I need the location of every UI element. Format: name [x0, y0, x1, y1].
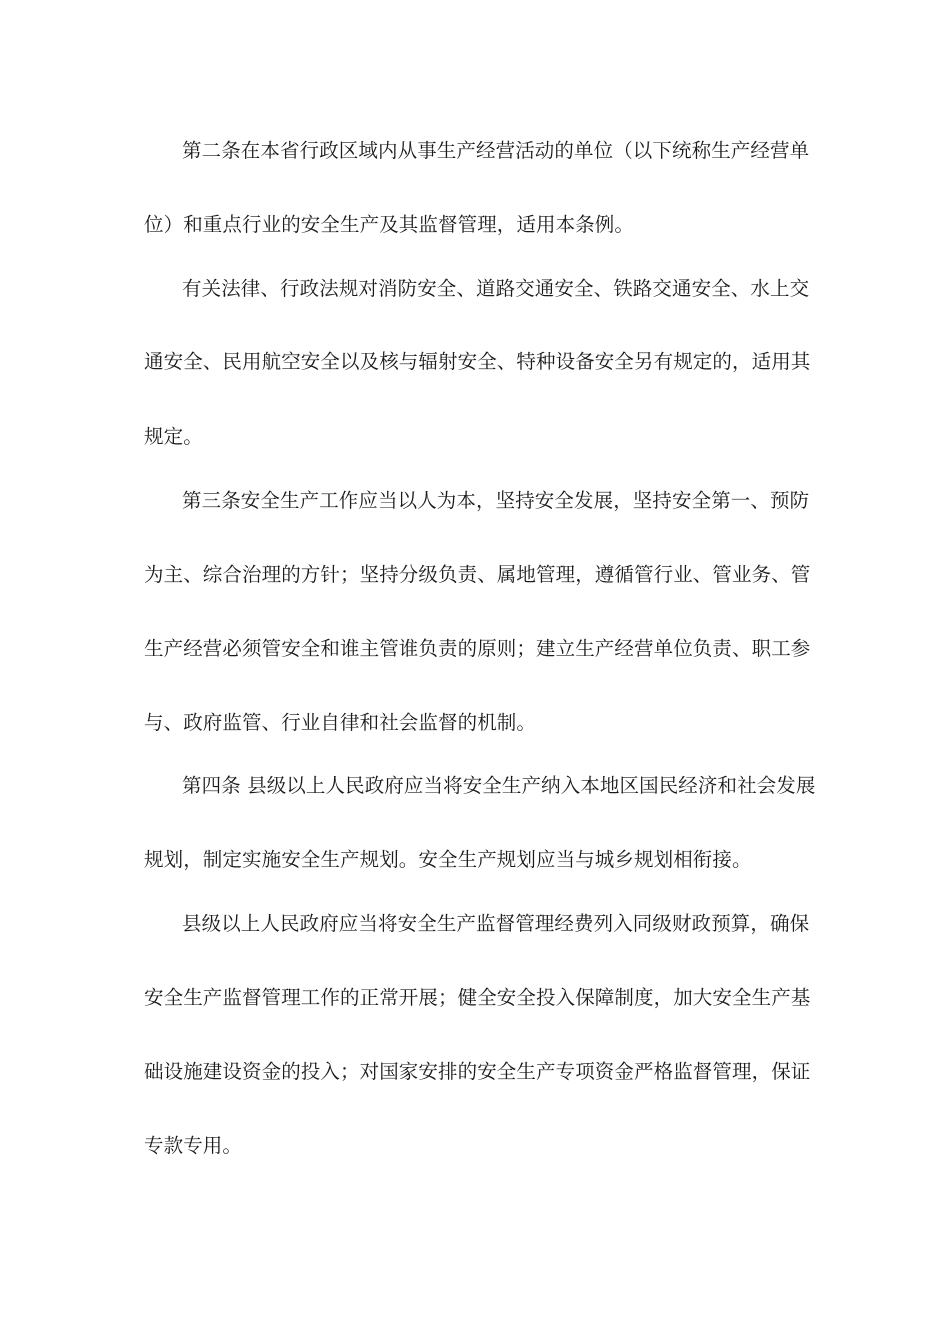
paragraph-line: 第三条安全生产工作应当以人为本，坚持安全发展，坚持安全第一、预防: [182, 489, 810, 512]
paragraph-line: 生产经营必须管安全和谁主管谁负责的原则；建立生产经营单位负责、职工参: [144, 637, 811, 660]
paragraph-line: 为主、综合治理的方针；坚持分级负责、属地管理，遵循管行业、管业务、管: [144, 563, 811, 586]
paragraph-line: 县级以上人民政府应当将安全生产监督管理经费列入同级财政预算，确保: [182, 912, 810, 935]
paragraph-line: 安全生产监督管理工作的正常开展；健全安全投入保障制度，加大安全生产基: [144, 986, 811, 1009]
paragraph-line: 通安全、民用航空安全以及核与辐射安全、特种设备安全另有规定的，适用其: [144, 350, 811, 373]
paragraph-line: 与、政府监管、行业自律和社会监督的机制。: [144, 711, 537, 734]
paragraph-line: 础设施建设资金的投入；对国家安排的安全生产专项资金严格监督管理，保证: [144, 1060, 811, 1083]
paragraph-line: 第四条 县级以上人民政府应当将安全生产纳入本地区国民经济和社会发展: [182, 774, 816, 797]
paragraph-line: 规定。: [144, 425, 203, 448]
paragraph-line: 第二条在本省行政区域内从事生产经营活动的单位（以下统称生产经营单: [182, 139, 810, 162]
paragraph-line: 专款专用。: [144, 1134, 243, 1157]
paragraph-line: 规划，制定实施安全生产规划。安全生产规划应当与城乡规划相衔接。: [144, 848, 752, 871]
paragraph-line: 有关法律、行政法规对消防安全、道路交通安全、铁路交通安全、水上交: [182, 277, 810, 300]
paragraph-line: 位）和重点行业的安全生产及其监督管理，适用本条例。: [144, 213, 635, 236]
